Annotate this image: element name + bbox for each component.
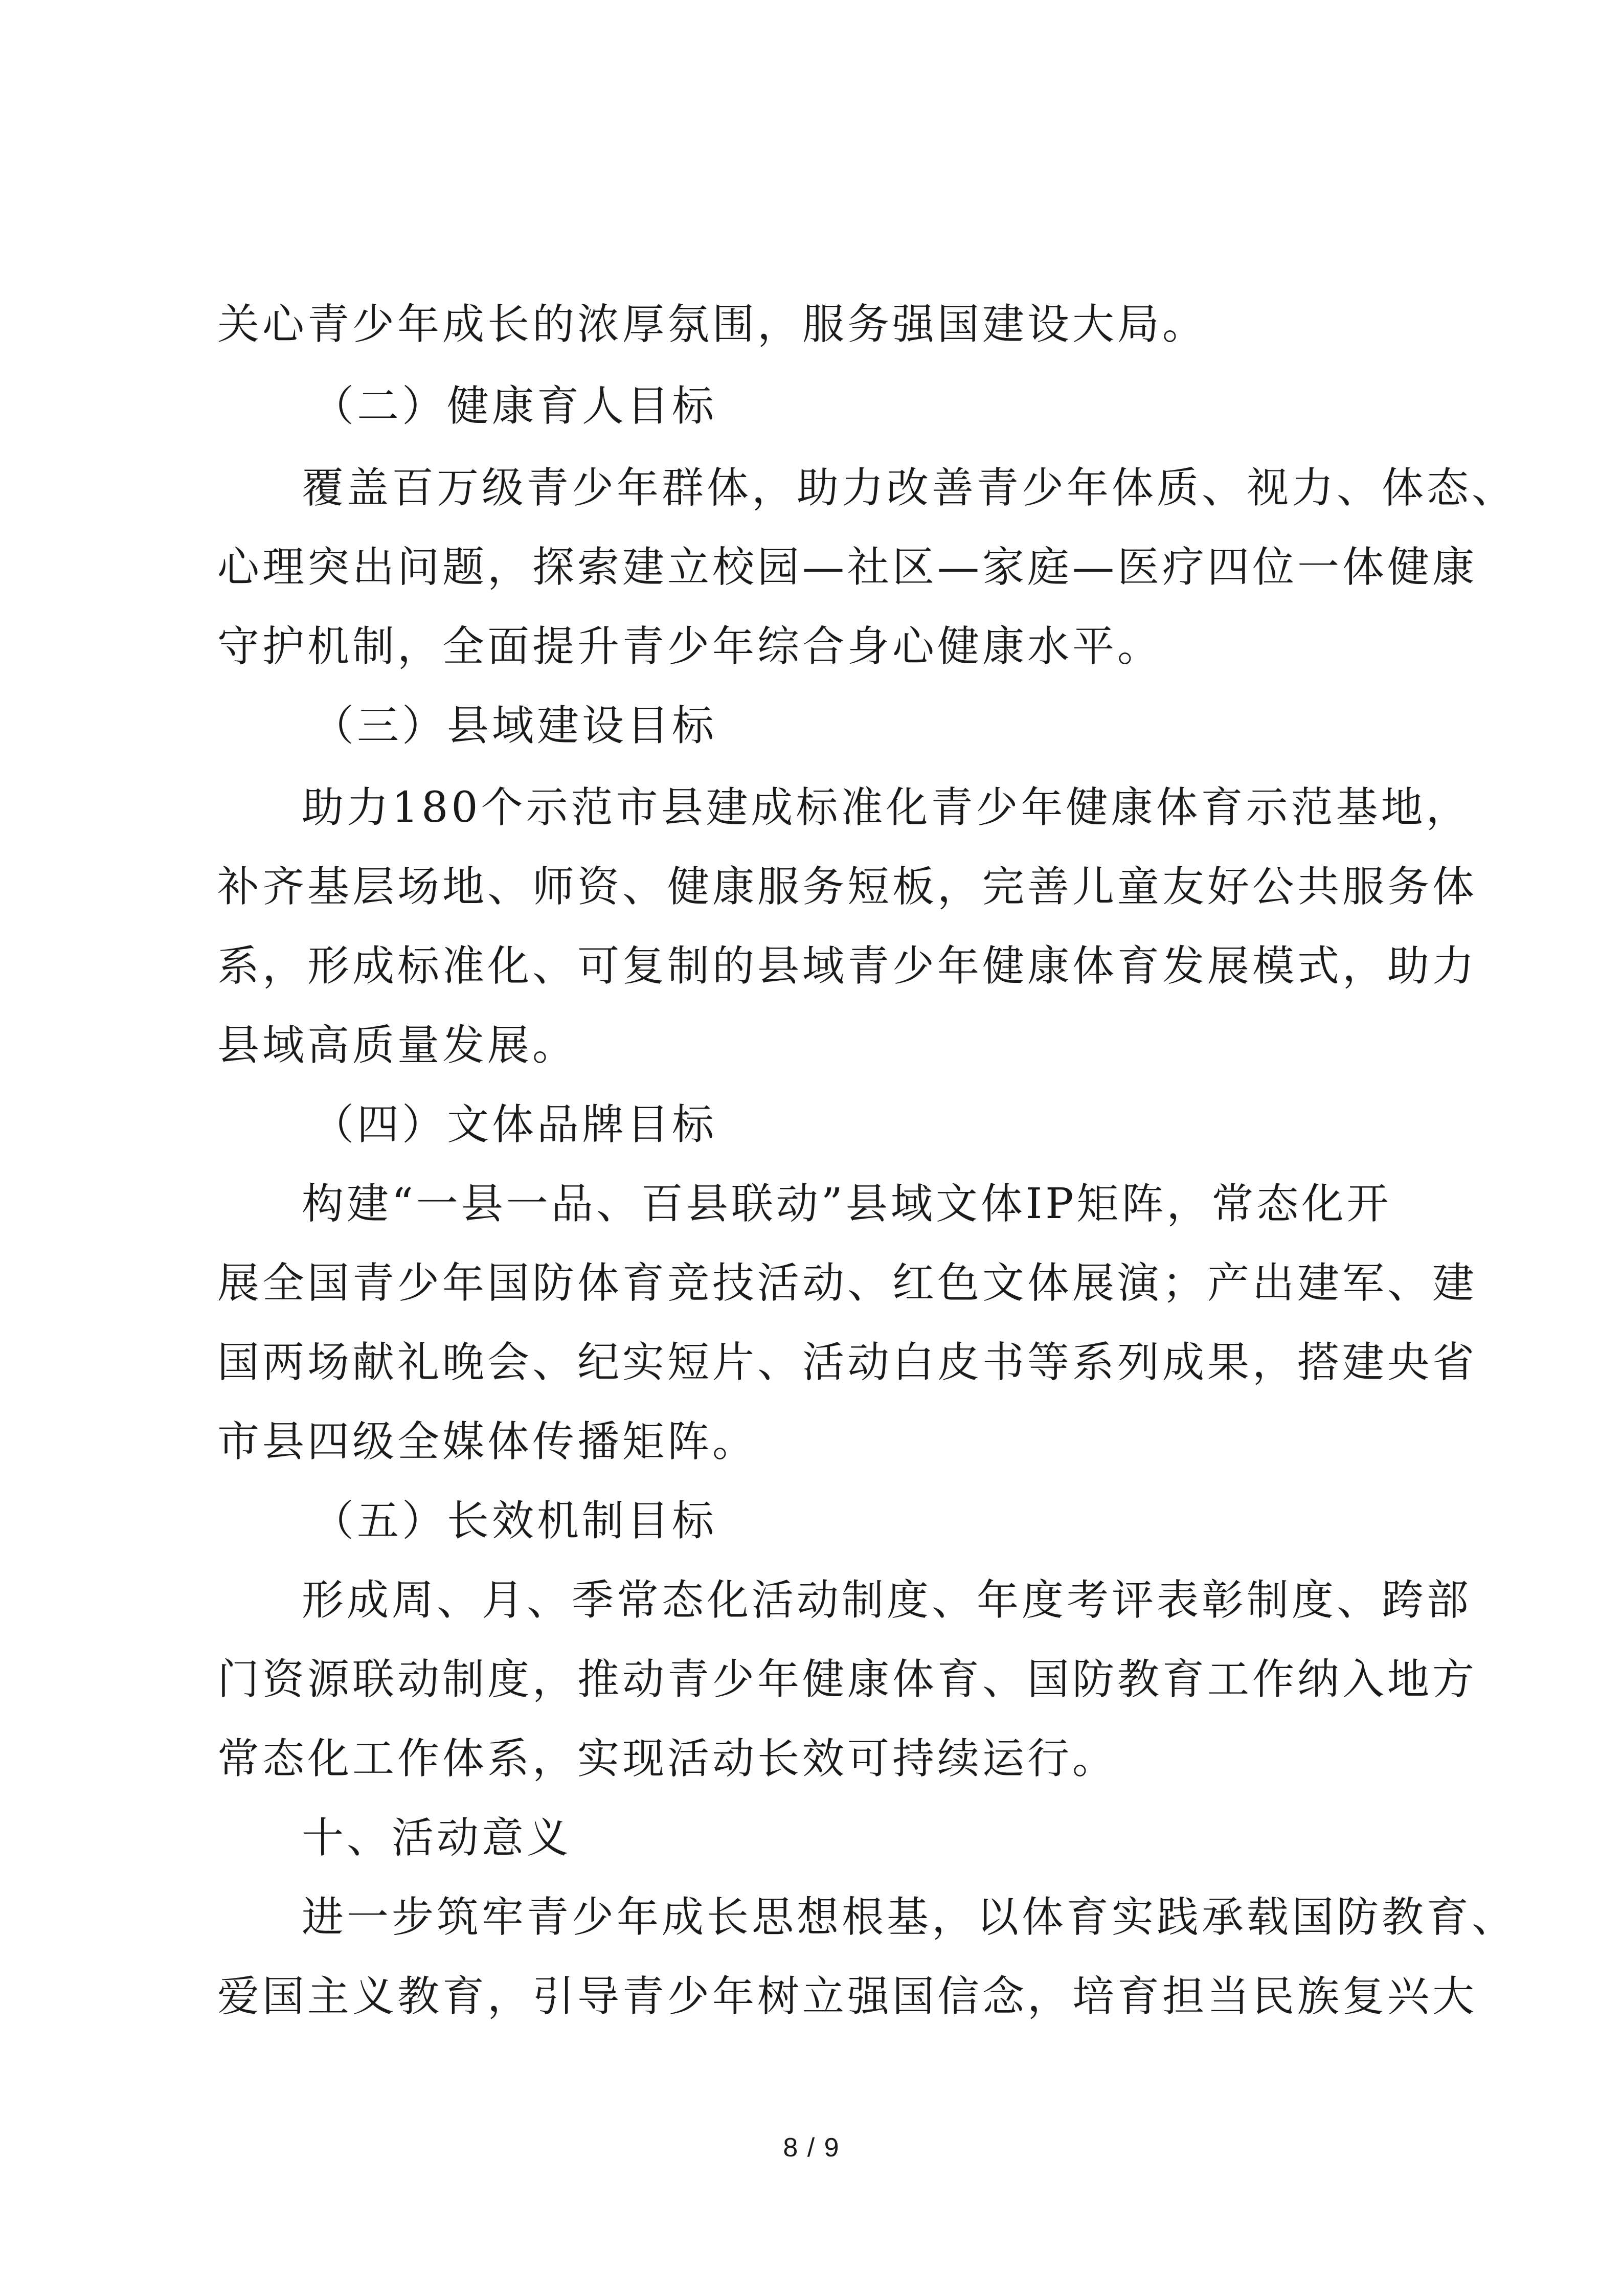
section-heading: （四）文体品牌目标 [312, 1100, 717, 1149]
paragraph-line: 构建“一县一品、百县联动”县域文体IP矩阵，常态化开 [302, 1180, 1392, 1228]
paragraph-line: 助力180个示范市县建成标准化青少年健康体育示范基地， [302, 783, 1471, 832]
paragraph-line: 进一步筑牢青少年成长思想根基，以体育实践承载国防教育、 [302, 1893, 1517, 1942]
paragraph-line: 关心青少年成长的浓厚氛围，服务强国建设大局。 [217, 300, 1208, 349]
paragraph-line: 守护机制，全面提升青少年综合身心健康水平。 [217, 622, 1163, 671]
paragraph-line: 展全国青少年国防体育竞技活动、红色文体展演；产出建军、建 [217, 1259, 1478, 1308]
page-number: 8 / 9 [783, 2133, 840, 2163]
paragraph-line: 市县四级全媒体传播矩阵。 [217, 1417, 758, 1466]
paragraph-line: 常态化工作体系，实现活动长效可持续运行。 [217, 1735, 1118, 1783]
paragraph-line: 国两场献礼晚会、纪实短片、活动白皮书等系列成果，搭建央省 [217, 1338, 1478, 1387]
section-heading: （三）县域建设目标 [312, 702, 717, 750]
paragraph-line: 系，形成标准化、可复制的县域青少年健康体育发展模式，助力 [217, 942, 1478, 991]
paragraph-line: 县域高质量发展。 [217, 1021, 578, 1070]
paragraph-line: 形成周、月、季常态化活动制度、年度考评表彰制度、跨部 [302, 1576, 1472, 1625]
chapter-heading: 十、活动意义 [302, 1814, 572, 1862]
paragraph-line: 爱国主义教育，引导青少年树立强国信念，培育担当民族复兴大 [217, 1972, 1478, 2021]
paragraph-line: 心理突出问题，探索建立校园—社区—家庭—医疗四位一体健康 [217, 543, 1478, 592]
section-heading: （二）健康育人目标 [312, 382, 717, 431]
paragraph-line: 补齐基层场地、师资、健康服务短板，完善儿童友好公共服务体 [217, 863, 1478, 911]
section-heading: （五）长效机制目标 [312, 1497, 717, 1545]
paragraph-line: 覆盖百万级青少年群体，助力改善青少年体质、视力、体态、 [302, 464, 1517, 512]
paragraph-line: 门资源联动制度，推动青少年健康体育、国防教育工作纳入地方 [217, 1655, 1478, 1704]
